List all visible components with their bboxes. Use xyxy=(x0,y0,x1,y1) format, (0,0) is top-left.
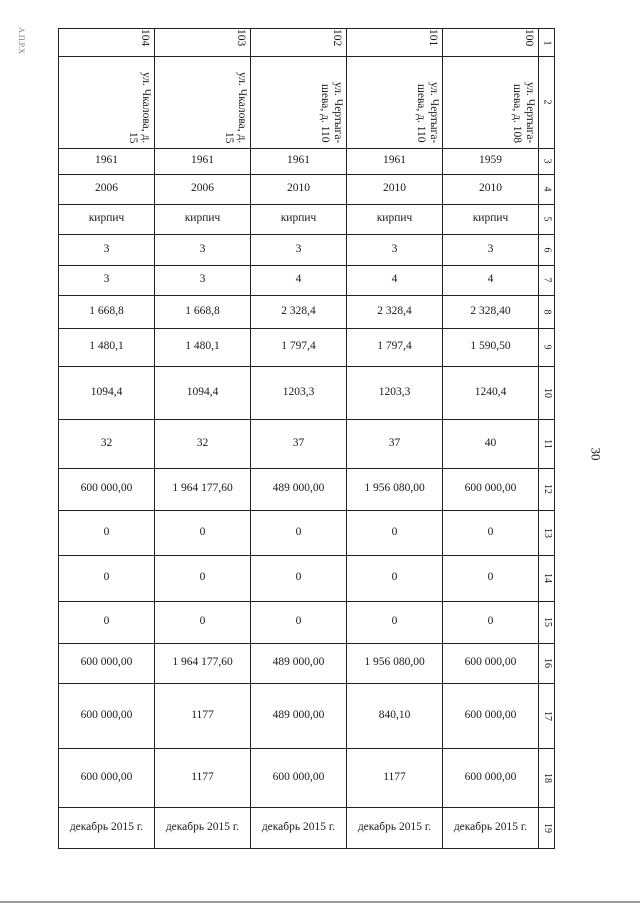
row-number: 19 xyxy=(539,807,555,848)
table-cell: 37 xyxy=(251,419,347,468)
row-number: 13 xyxy=(539,510,555,555)
table-row xyxy=(59,29,555,57)
row-number: 4 xyxy=(539,174,555,204)
table-cell: 600 000,00 xyxy=(251,748,347,807)
table-cell: 2006 xyxy=(59,174,155,204)
table-cell: 3 xyxy=(347,234,443,265)
table-cell: 2006 xyxy=(155,174,251,204)
table-cell: 0 xyxy=(251,510,347,555)
table-cell: 37 xyxy=(347,419,443,468)
row-number: 2 xyxy=(539,57,555,149)
table-cell xyxy=(155,57,251,149)
row-number: 8 xyxy=(539,295,555,328)
row-number: 18 xyxy=(539,748,555,807)
page-number: 30 xyxy=(588,447,604,461)
table-row xyxy=(59,174,555,204)
row-number: 14 xyxy=(539,555,555,601)
table-cell xyxy=(443,57,539,149)
table-cell: 1 797,4 xyxy=(347,328,443,366)
table-cell: 489 000,00 xyxy=(251,643,347,683)
table-cell: 0 xyxy=(59,555,155,601)
table-cell: 600 000,00 xyxy=(59,643,155,683)
table-cell: 3 xyxy=(443,234,539,265)
table-cell: 0 xyxy=(155,555,251,601)
table-cell: 1 956 080,00 xyxy=(347,643,443,683)
table-cell xyxy=(251,29,347,57)
row-number: 17 xyxy=(539,683,555,748)
table-cell: кирпич xyxy=(443,204,539,234)
row-number: 3 xyxy=(539,148,555,174)
table-row xyxy=(59,204,555,234)
table-row xyxy=(59,468,555,510)
table-row xyxy=(59,807,555,848)
table-row xyxy=(59,601,555,643)
row-id: 103 xyxy=(235,29,247,47)
table-cell: 3 xyxy=(251,234,347,265)
row-id: 101 xyxy=(427,29,439,47)
table-cell: 1 964 177,60 xyxy=(155,643,251,683)
table-cell: 1177 xyxy=(347,748,443,807)
table-row xyxy=(59,148,555,174)
table-cell xyxy=(251,57,347,149)
row-id: 102 xyxy=(331,29,343,47)
table-row xyxy=(59,555,555,601)
table-cell: 32 xyxy=(59,419,155,468)
table-row xyxy=(59,265,555,295)
row-number: 16 xyxy=(539,643,555,683)
row-number: 15 xyxy=(539,601,555,643)
table-cell: 1203,3 xyxy=(347,366,443,419)
table-cell: 1 480,1 xyxy=(155,328,251,366)
table-cell: декабрь 2015 г. xyxy=(155,807,251,848)
table-cell: 600 000,00 xyxy=(59,468,155,510)
table-cell: декабрь 2015 г. xyxy=(347,807,443,848)
row-number: 1 xyxy=(539,29,555,57)
table-cell: 1094,4 xyxy=(155,366,251,419)
table-cell: 32 xyxy=(155,419,251,468)
table-cell xyxy=(59,29,155,57)
row-number: 5 xyxy=(539,204,555,234)
table-cell: 840,10 xyxy=(347,683,443,748)
housing-table xyxy=(58,28,555,849)
table-cell: 2010 xyxy=(443,174,539,204)
table-cell: 600 000,00 xyxy=(443,468,539,510)
address: ул. Чкалова, д. 15 xyxy=(126,71,152,143)
table-cell: 600 000,00 xyxy=(443,683,539,748)
table-cell xyxy=(59,57,155,149)
table-cell: 40 xyxy=(443,419,539,468)
table-cell xyxy=(347,29,443,57)
table-cell: 3 xyxy=(59,265,155,295)
table-row xyxy=(59,748,555,807)
address: ул. Чертыга-шева, д. 110 xyxy=(318,81,344,143)
bottom-rule xyxy=(0,901,640,903)
table-cell: 1 956 080,00 xyxy=(347,468,443,510)
table-cell: 0 xyxy=(347,555,443,601)
table-cell xyxy=(155,29,251,57)
table-cell: 0 xyxy=(347,601,443,643)
row-number: 10 xyxy=(539,366,555,419)
table-cell: 1 668,8 xyxy=(155,295,251,328)
table-cell: 2010 xyxy=(347,174,443,204)
table-cell: 1 480,1 xyxy=(59,328,155,366)
table-cell: 2 328,4 xyxy=(251,295,347,328)
table-cell: 0 xyxy=(155,510,251,555)
table-row xyxy=(59,328,555,366)
table-cell: кирпич xyxy=(155,204,251,234)
address: ул. Чертыга-шева, д. 108 xyxy=(510,81,536,143)
row-number: 12 xyxy=(539,468,555,510)
table-cell: кирпич xyxy=(251,204,347,234)
table-cell: 600 000,00 xyxy=(59,748,155,807)
table-cell: 0 xyxy=(59,601,155,643)
table-cell: 1240,4 xyxy=(443,366,539,419)
table-cell: 1 668,8 xyxy=(59,295,155,328)
table-cell: 1 797,4 xyxy=(251,328,347,366)
table-cell: 0 xyxy=(251,601,347,643)
table-cell: 600 000,00 xyxy=(443,643,539,683)
table-cell: кирпич xyxy=(347,204,443,234)
table-cell: 3 xyxy=(59,234,155,265)
row-id: 104 xyxy=(139,29,151,47)
table-cell: 1 964 177,60 xyxy=(155,468,251,510)
table-cell: 1177 xyxy=(155,748,251,807)
table-cell: 0 xyxy=(443,555,539,601)
table-cell: 4 xyxy=(251,265,347,295)
table-row xyxy=(59,510,555,555)
table-cell: 1961 xyxy=(155,148,251,174)
table-cell: 489 000,00 xyxy=(251,683,347,748)
table-cell xyxy=(347,57,443,149)
table-cell: 1959 xyxy=(443,148,539,174)
table-cell: 600 000,00 xyxy=(59,683,155,748)
row-number: 7 xyxy=(539,265,555,295)
table-cell: 1177 xyxy=(155,683,251,748)
table-cell: 4 xyxy=(347,265,443,295)
table-cell: 1 590,50 xyxy=(443,328,539,366)
table-cell: 3 xyxy=(155,234,251,265)
table-cell: 2 328,40 xyxy=(443,295,539,328)
table-row xyxy=(59,234,555,265)
table-cell: 489 000,00 xyxy=(251,468,347,510)
row-number: 11 xyxy=(539,419,555,468)
table-cell: 1961 xyxy=(251,148,347,174)
table-cell: 4 xyxy=(443,265,539,295)
table-cell: 2010 xyxy=(251,174,347,204)
table-cell: 0 xyxy=(443,601,539,643)
table-cell xyxy=(443,29,539,57)
row-number: 9 xyxy=(539,328,555,366)
table-cell: 0 xyxy=(443,510,539,555)
address: ул. Чкалова, д. 15 xyxy=(222,71,248,143)
table-cell: кирпич xyxy=(59,204,155,234)
table-cell: 0 xyxy=(347,510,443,555)
table-cell: 2 328,4 xyxy=(347,295,443,328)
table-cell: 1961 xyxy=(59,148,155,174)
table-row xyxy=(59,295,555,328)
table-cell: 0 xyxy=(155,601,251,643)
table-cell: декабрь 2015 г. xyxy=(251,807,347,848)
table-cell: декабрь 2015 г. xyxy=(59,807,155,848)
table-row xyxy=(59,57,555,149)
table-row xyxy=(59,683,555,748)
table-cell: 1203,3 xyxy=(251,366,347,419)
row-id: 100 xyxy=(523,29,535,47)
table-row xyxy=(59,643,555,683)
table-cell: 1961 xyxy=(347,148,443,174)
corner-mark: А.П.Р.Х xyxy=(16,27,26,54)
address: ул. Чертыга-шева, д. 110 xyxy=(414,81,440,143)
table-cell: 0 xyxy=(251,555,347,601)
table-cell: декабрь 2015 г. xyxy=(443,807,539,848)
table-row xyxy=(59,419,555,468)
table-cell: 3 xyxy=(155,265,251,295)
table-cell: 600 000,00 xyxy=(443,748,539,807)
table-cell: 0 xyxy=(59,510,155,555)
table-row xyxy=(59,366,555,419)
table-cell: 1094,4 xyxy=(59,366,155,419)
row-number: 6 xyxy=(539,234,555,265)
